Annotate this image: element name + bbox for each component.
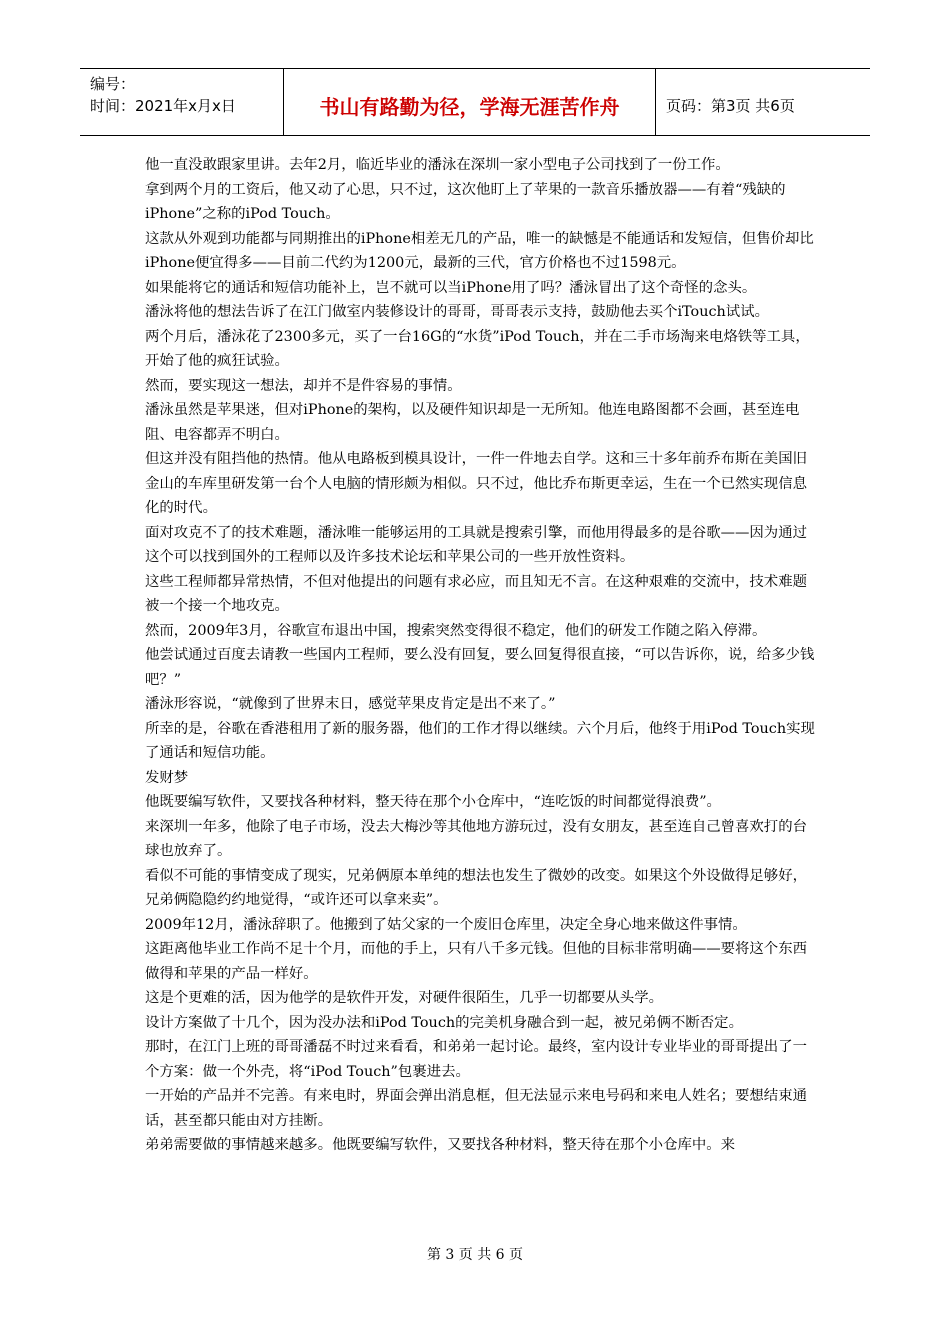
paragraph: 他既要编写软件，又要找各种材料，整天待在那个小仓库中，“连吃饭的时间都觉得浪费”。 xyxy=(145,794,721,810)
paragraph: 弟弟需要做的事情越来越多。他既要编写软件，又要找各种材料，整天待在那个小仓库中。来 xyxy=(145,1137,736,1153)
paragraph: 这距离他毕业工作尚不足十个月，而他的手上，只有八千多元钱。但他的目标非常明确——要将这个东西做得和苹果的产品一样好。 xyxy=(145,941,807,982)
header-motto-cell xyxy=(284,69,656,135)
header-meta-cell xyxy=(80,69,284,135)
paragraph: 潘泳虽然是苹果迷，但对iPhone的架构，以及硬件知识却是一无所知。他连电路图都不会画，甚至连电阻、电容都弄不明白。 xyxy=(145,402,800,443)
paragraph: 面对攻克不了的技术难题，潘泳唯一能够运用的工具就是搜索引擎，而他用得最多的是谷歌——因为通过这个可以找到国外的工程师以及许多技术论坛和苹果公司的一些开放性资料。 xyxy=(145,524,807,565)
paragraph: 潘泳将他的想法告诉了在江门做室内装修设计的哥哥，哥哥表示支持，鼓励他去买个iTouch试试。 xyxy=(145,304,769,320)
paragraph: 拿到两个月的工资后，他又动了心思，只不过，这次他盯上了苹果的一款音乐播放器——有着“残缺的iPhone”之称的iPod Touch。 xyxy=(145,181,786,222)
paragraph: 然而，2009年3月，谷歌宣布退出中国，搜索突然变得很不稳定，他们的研发工作随之陷入停滞。 xyxy=(145,622,767,639)
paragraph: 他一直没敢跟家里讲。去年2月，临近毕业的潘泳在深圳一家小型电子公司找到了一份工作。 xyxy=(145,157,730,173)
article-body xyxy=(145,153,815,1158)
paragraph: 潘泳形容说，“就像到了世界末日，感觉苹果皮肯定是出不来了。” xyxy=(145,696,556,712)
paragraph: 所幸的是，谷歌在香港租用了新的服务器，他们的工作才得以继续。六个月后，他终于用iPod Touch实现了通话和短信功能。 xyxy=(145,720,815,761)
paragraph: 但这并没有阻挡他的热情。他从电路板到模具设计，一件一件地去自学。这和三十多年前乔布斯在美国旧金山的车库里研发第一台个人电脑的情形颇为相似。只不过，他比乔布斯更幸运，生在一个已然实现信息化的时代。 xyxy=(145,451,807,516)
paragraph: 来深圳一年多，他除了电子市场，没去大梅沙等其他地方游玩过，没有女朋友，甚至连自己曾喜欢打的台球也放弃了。 xyxy=(145,818,807,859)
motto-text: 书山有路勤为径，学海无涯苦作舟 xyxy=(319,94,620,119)
paragraph: 这是个更难的活，因为他学的是软件开发，对硬件很陌生，几乎一切都要从头学。 xyxy=(145,990,664,1006)
page-label: 页码：第3页 共6页 xyxy=(666,96,795,115)
paragraph: 看似不可能的事情变成了现实，兄弟俩原本单纯的想法也发生了微妙的改变。如果这个外设做得足够好，兄弟俩隐隐约约地觉得，“或许还可以拿来卖”。 xyxy=(145,867,807,908)
page-footer xyxy=(0,1244,950,1264)
paragraph: 这些工程师都异常热情，不但对他提出的问题有求必应，而且知无不言。在这种艰难的交流中，技术难题被一个接一个地攻克。 xyxy=(145,573,807,614)
paragraph: 两个月后，潘泳花了2300多元，买了一台16G的“水货”iPod Touch，并在二手市场淘来电烙铁等工具，开始了他的疯狂试验。 xyxy=(145,328,810,369)
paragraph: 2009年12月，潘泳辞职了。他搬到了姑父家的一个废旧仓库里，决定全身心地来做这件事情。 xyxy=(145,916,747,933)
paragraph: 一开始的产品并不完善。有来电时，界面会弹出消息框，但无法显示来电号码和来电人姓名；要想结束通话，甚至都只能由对方挂断。 xyxy=(145,1088,807,1129)
paragraph: 这款从外观到功能都与同期推出的iPhone相差无几的产品，唯一的缺憾是不能通话和发短信，但售价却比iPhone便宜得多——目前二代约为1200元，最新的三代，官方价格也不过1598元。 xyxy=(145,230,814,271)
date-label: 时间：2021年x月x日 xyxy=(90,97,236,115)
document-header xyxy=(80,68,870,136)
header-page-cell xyxy=(656,69,870,135)
paragraph: 然而，要实现这一想法，却并不是件容易的事情。 xyxy=(145,377,462,394)
paragraph: 如果能将它的通话和短信功能补上，岂不就可以当iPhone用了吗？潘泳冒出了这个奇怪的念头。 xyxy=(145,279,757,296)
footer-page-number: 第 3 页 共 6 页 xyxy=(426,1247,524,1263)
number-label: 编号： xyxy=(90,75,136,93)
section-heading: 发财梦 xyxy=(145,769,189,786)
paragraph: 设计方案做了十几个，因为没办法和iPod Touch的完美机身融合到一起，被兄弟俩不断否定。 xyxy=(145,1014,743,1031)
paragraph: 他尝试通过百度去请教一些国内工程师，要么没有回复，要么回复得很直接，“可以告诉你，说，给多少钱吧？” xyxy=(145,647,815,688)
paragraph: 那时，在江门上班的哥哥潘磊不时过来看看，和弟弟一起讨论。最终，室内设计专业毕业的哥哥提出了一个方案：做一个外壳，将“iPod Touch”包裹进去。 xyxy=(145,1039,807,1080)
